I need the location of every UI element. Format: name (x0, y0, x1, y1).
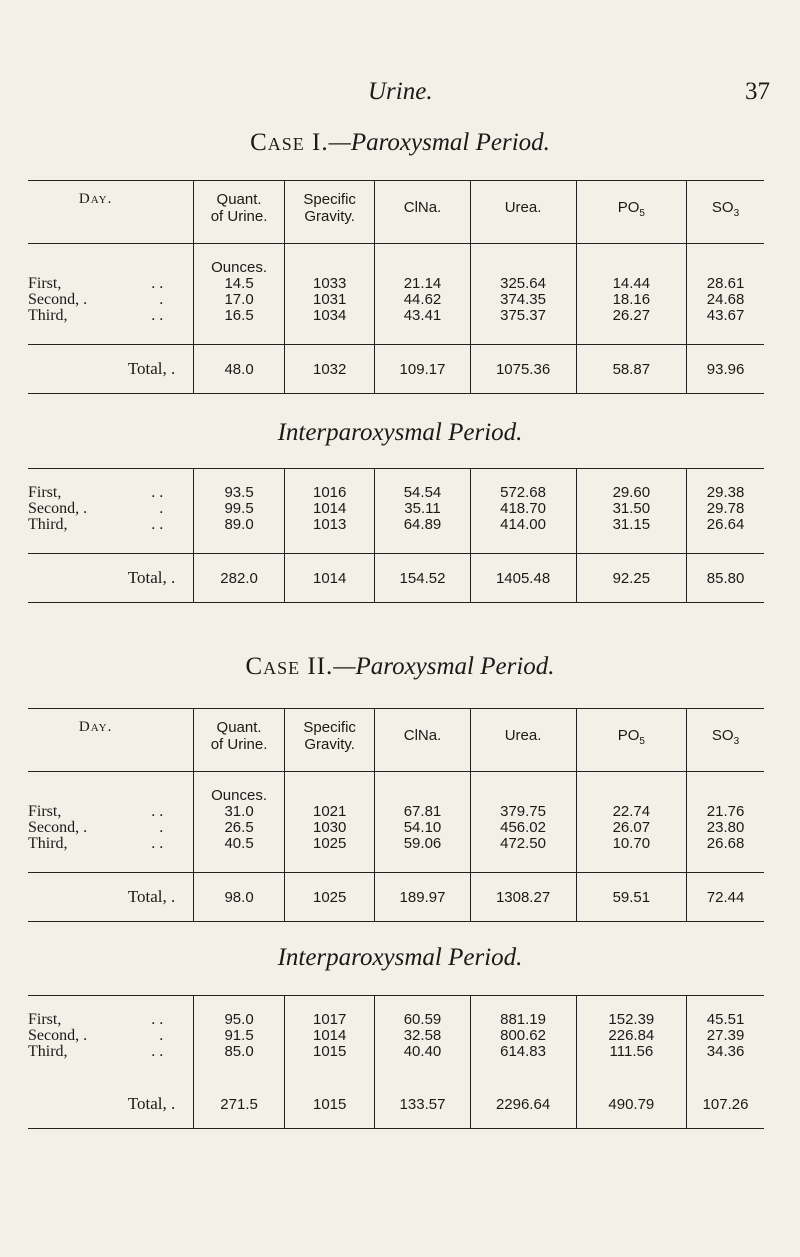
total-clna: 133.57 (375, 1080, 470, 1129)
urea-cell (470, 996, 576, 1081)
clna-cell (375, 244, 470, 345)
header-row (28, 181, 764, 244)
value: 1021 (312, 803, 347, 820)
total-po5: 59.51 (576, 873, 687, 922)
value: 1025 (312, 835, 347, 852)
value: 325.64 (500, 275, 546, 292)
dot: . (159, 500, 164, 517)
value: 89.0 (224, 516, 254, 533)
po5-cell (576, 244, 687, 345)
po5-cell (576, 469, 687, 554)
header-gravity (284, 181, 375, 244)
table-row (28, 772, 764, 873)
value: 226.84 (608, 1027, 655, 1044)
units-label: Ounces. (211, 259, 267, 276)
total-clna: 189.97 (375, 873, 470, 922)
case1-interparoxysmal-heading: Interparoxysmal Period. (277, 419, 523, 446)
value: 64.89 (403, 516, 442, 533)
header-gravity-line1: Specific (303, 719, 356, 736)
value: 414.00 (500, 516, 546, 533)
header-row (28, 709, 764, 772)
value: 43.41 (403, 307, 442, 324)
header-quant (194, 709, 285, 772)
value: 59.06 (403, 835, 442, 852)
value: 31.15 (612, 516, 651, 533)
units-label: Ounces. (211, 787, 267, 804)
dots: . . (151, 484, 164, 501)
header-quant-line2: of Urine. (210, 736, 268, 753)
quant-cell (194, 469, 285, 554)
value: 26.07 (612, 819, 651, 836)
day-second: Second, . (28, 1027, 88, 1044)
value: 17.0 (224, 291, 254, 308)
header-po5 (576, 709, 687, 772)
header-po5 (576, 181, 687, 244)
po5-cell (576, 772, 687, 873)
header-quant (194, 181, 285, 244)
value: 1033 (312, 275, 347, 292)
total-gravity: 1032 (284, 345, 375, 394)
case-label: Case I. (250, 129, 329, 156)
total-po5: 490.79 (576, 1080, 687, 1129)
value: 456.02 (500, 819, 546, 836)
value: 1031 (312, 291, 347, 308)
value: 31.0 (224, 803, 254, 820)
case2-interparoxysmal-table (28, 995, 764, 1129)
po5-sub: 5 (639, 208, 645, 219)
total-row (28, 1080, 764, 1129)
value: 14.5 (224, 275, 254, 292)
running-title: Urine. (368, 78, 433, 105)
so3-base: SO (711, 199, 734, 216)
case2-paroxysmal-heading (0, 652, 800, 682)
total-urea: 1075.36 (470, 345, 576, 394)
value: 35.11 (404, 500, 441, 517)
day-third: Third, (28, 307, 68, 324)
urea-cell (470, 469, 576, 554)
case2-interparoxysmal-heading: Interparoxysmal Period. (277, 944, 523, 971)
clna-cell (375, 772, 470, 873)
value: 152.39 (608, 1011, 655, 1028)
po5-sub: 5 (639, 736, 645, 747)
value: 60.59 (403, 1011, 442, 1028)
total-row (28, 345, 764, 394)
header-urea: Urea. (470, 709, 576, 772)
value: 32.58 (403, 1027, 442, 1044)
value: 379.75 (500, 803, 546, 820)
value: 29.38 (706, 484, 745, 501)
so3-cell (687, 772, 764, 873)
total-so3: 85.80 (687, 554, 764, 603)
total-row (28, 554, 764, 603)
header-day: Day. (78, 719, 113, 735)
so3-cell (687, 469, 764, 554)
day-first: First, (28, 275, 62, 292)
value: 26.27 (612, 307, 651, 324)
day-second: Second, . (28, 819, 88, 836)
header-gravity-line1: Specific (303, 191, 356, 208)
value: 18.16 (612, 291, 651, 308)
case1-paroxysmal-table (28, 180, 764, 394)
value: 418.70 (500, 500, 546, 517)
total-gravity: 1025 (284, 873, 375, 922)
value: 10.70 (612, 835, 651, 852)
total-quant: 282.0 (194, 554, 285, 603)
day-third: Third, (28, 835, 68, 852)
value: 44.62 (403, 291, 442, 308)
total-clna: 154.52 (375, 554, 470, 603)
header-day: Day. (78, 191, 113, 207)
value: 1014 (312, 1027, 347, 1044)
period-title: —Paroxysmal Period. (328, 129, 550, 156)
value: 1013 (312, 516, 347, 533)
value: 1017 (312, 1011, 347, 1028)
header-urea: Urea. (470, 181, 576, 244)
clna-cell (375, 996, 470, 1081)
gravity-cell (284, 469, 375, 554)
value: 43.67 (706, 307, 745, 324)
value: 99.5 (224, 500, 254, 517)
value: 614.83 (500, 1043, 546, 1060)
quant-cell (194, 244, 285, 345)
day-labels (28, 244, 194, 345)
value: 375.37 (500, 307, 546, 324)
table-row (28, 469, 764, 554)
total-gravity: 1015 (284, 1080, 375, 1129)
value: 26.5 (224, 819, 254, 836)
value: 91.5 (224, 1027, 254, 1044)
po5-base: PO (617, 727, 640, 744)
urea-cell (470, 244, 576, 345)
value: 24.68 (706, 291, 745, 308)
dots: . . (151, 1043, 164, 1060)
running-head (0, 78, 800, 108)
value: 22.74 (612, 803, 651, 820)
dots: . . (151, 835, 164, 852)
total-gravity: 1014 (284, 554, 375, 603)
dots: . . (151, 307, 164, 324)
po5-cell (576, 996, 687, 1081)
day-first: First, (28, 803, 62, 820)
header-clna: ClNa. (375, 181, 470, 244)
value: 572.68 (500, 484, 546, 501)
gravity-cell (284, 996, 375, 1081)
value: 472.50 (500, 835, 546, 852)
value: 23.80 (706, 819, 745, 836)
table-row (28, 244, 764, 345)
value: 16.5 (224, 307, 254, 324)
value: 40.40 (403, 1043, 442, 1060)
day-third: Third, (28, 516, 68, 533)
total-clna: 109.17 (375, 345, 470, 394)
value: 14.44 (612, 275, 651, 292)
total-label: Total, . (127, 887, 176, 906)
value: 1034 (312, 307, 347, 324)
day-labels (28, 772, 194, 873)
total-quant: 98.0 (194, 873, 285, 922)
header-gravity-line2: Gravity. (304, 208, 355, 225)
value: 111.56 (609, 1043, 654, 1060)
value: 800.62 (500, 1027, 546, 1044)
value: 881.19 (500, 1011, 546, 1028)
total-label: Total, . (127, 568, 176, 587)
total-quant: 271.5 (194, 1080, 285, 1129)
total-label: Total, . (127, 359, 176, 378)
case1-interparoxysmal-table (28, 468, 764, 603)
case1-paroxysmal-heading (0, 128, 800, 158)
dot: . (159, 819, 164, 836)
so3-sub: 3 (733, 736, 740, 747)
value: 1016 (312, 484, 347, 501)
day-labels (28, 469, 194, 554)
value: 21.14 (403, 275, 442, 292)
day-labels (28, 996, 194, 1081)
gravity-cell (284, 772, 375, 873)
dots: . . (151, 516, 164, 533)
value: 45.51 (706, 1011, 745, 1028)
value: 34.36 (706, 1043, 745, 1060)
day-third: Third, (28, 1043, 68, 1060)
total-row (28, 873, 764, 922)
dot: . (159, 291, 164, 308)
value: 54.10 (403, 819, 442, 836)
value: 26.64 (706, 516, 745, 533)
value: 27.39 (706, 1027, 745, 1044)
case-label: Case II. (245, 653, 334, 680)
value: 1030 (312, 819, 347, 836)
header-quant-line1: Quant. (216, 191, 262, 208)
clna-cell (375, 469, 470, 554)
header-quant-line1: Quant. (216, 719, 262, 736)
header-gravity-line2: Gravity. (304, 736, 355, 753)
po5-base: PO (617, 199, 640, 216)
header-quant-line2: of Urine. (210, 208, 268, 225)
gravity-cell (284, 244, 375, 345)
total-urea: 2296.64 (470, 1080, 576, 1129)
value: 374.35 (500, 291, 546, 308)
so3-cell (687, 244, 764, 345)
total-quant: 48.0 (194, 345, 285, 394)
value: 95.0 (224, 1011, 254, 1028)
period-title: —Paroxysmal Period. (333, 653, 555, 680)
so3-base: SO (711, 727, 734, 744)
header-so3 (687, 709, 764, 772)
value: 1014 (312, 500, 347, 517)
so3-sub: 3 (733, 208, 740, 219)
total-so3: 72.44 (687, 873, 764, 922)
total-so3: 93.96 (687, 345, 764, 394)
value: 93.5 (224, 484, 254, 501)
total-urea: 1308.27 (470, 873, 576, 922)
urea-cell (470, 772, 576, 873)
page-number: 37 (745, 78, 770, 105)
dot: . (159, 1027, 164, 1044)
value: 31.50 (612, 500, 651, 517)
case2-paroxysmal-table (28, 708, 764, 922)
value: 54.54 (403, 484, 442, 501)
total-so3: 107.26 (687, 1080, 764, 1129)
dots: . . (151, 803, 164, 820)
header-so3 (687, 181, 764, 244)
total-po5: 58.87 (576, 345, 687, 394)
day-second: Second, . (28, 500, 88, 517)
value: 29.60 (612, 484, 651, 501)
dots: . . (151, 1011, 164, 1028)
value: 1015 (312, 1043, 347, 1060)
value: 40.5 (224, 835, 254, 852)
value: 21.76 (706, 803, 745, 820)
header-clna: ClNa. (375, 709, 470, 772)
value: 67.81 (403, 803, 442, 820)
value: 29.78 (706, 500, 745, 517)
dots: . . (151, 275, 164, 292)
value: 28.61 (706, 275, 745, 292)
table-row (28, 996, 764, 1081)
value: 26.68 (706, 835, 745, 852)
total-label: Total, . (127, 1094, 176, 1113)
quant-cell (194, 996, 285, 1081)
day-first: First, (28, 484, 62, 501)
value: 85.0 (224, 1043, 254, 1060)
so3-cell (687, 996, 764, 1081)
total-po5: 92.25 (576, 554, 687, 603)
header-gravity (284, 709, 375, 772)
total-urea: 1405.48 (470, 554, 576, 603)
quant-cell (194, 772, 285, 873)
day-first: First, (28, 1011, 62, 1028)
day-second: Second, . (28, 291, 88, 308)
